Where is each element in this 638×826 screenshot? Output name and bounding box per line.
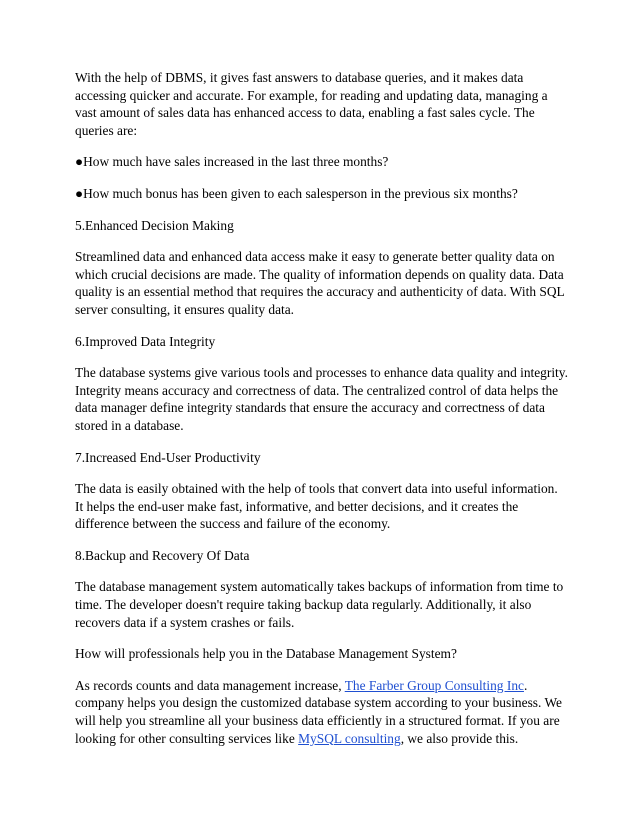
paragraph-improved-data-integrity: The database systems give various tools and processes to enhance data quality and integrity. Integrity means accuracy and correctness of data. The centralized control of data helps the data manager define integrity standards that ensure the accuracy and correctness of data stored in a database.	[75, 365, 568, 433]
heading-increased-productivity: 7.Increased End-User Productivity	[75, 449, 261, 465]
question-paragraph: How will professionals help you in the Database Management System?	[75, 646, 457, 662]
mysql-consulting-link[interactable]: MySQL consulting	[298, 730, 401, 746]
intro-paragraph: With the help of DBMS, it gives fast answers to database queries, and it makes data accessing quicker and accurate. For example, for reading and updating data, managing a vast amount of sales data has enhanced access to data, enabling a fast sales cycle. The queries are:	[75, 70, 548, 138]
paragraph-enhanced-decision-making: Streamlined data and enhanced data access make it easy to generate better quality data on which crucial decisions are made. The quality of information depends on quality data. Data quality is an essential method that requires the accuracy and authenticity of data. With SQL server consulting, it ensures quality data.	[75, 249, 565, 317]
closing-text-1: As records counts and data management increase,	[75, 677, 345, 693]
closing-paragraph	[75, 677, 568, 747]
paragraph-increased-productivity: The data is easily obtained with the help of tools that convert data into useful information. It helps the end-user make fast, informative, and better decisions, and it creates the difference between the success and failure of the economy.	[75, 481, 558, 532]
paragraph-backup-recovery: The database management system automatically takes backups of information from time to time. The developer doesn't require taking backup data regularly. Additionally, it also recovers data if a system crashes or fails.	[75, 579, 564, 630]
heading-enhanced-decision-making: 5.Enhanced Decision Making	[75, 217, 234, 233]
closing-text-3: , we also provide this.	[400, 730, 519, 746]
heading-improved-data-integrity: 6.Improved Data Integrity	[75, 333, 216, 349]
bullet-item-salesperson-bonus: ●How much bonus has been given to each salesperson in the previous six months?	[75, 185, 518, 201]
farber-group-link[interactable]: The Farber Group Consulting Inc	[344, 677, 524, 693]
heading-backup-recovery: 8.Backup and Recovery Of Data	[75, 547, 250, 563]
closing-text-2: . company helps you design the customized database system according to your business. We will help you streamline all your business data efficiently in a structured format. If you are looking for other consulting services like	[75, 677, 562, 746]
bullet-item-sales-increase: ●How much have sales increased in the last three months?	[75, 154, 389, 170]
